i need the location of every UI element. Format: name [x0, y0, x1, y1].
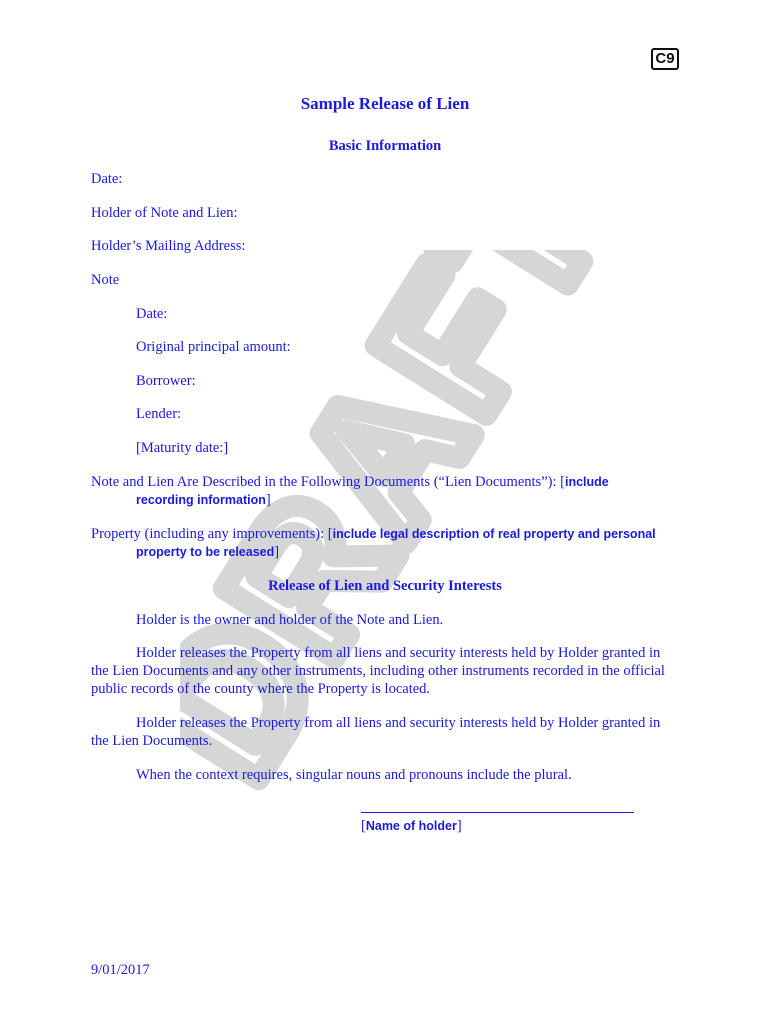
holder-label: Holder of Note and Lien:: [91, 205, 238, 221]
property-text: Property (including any improvements):: [91, 526, 328, 542]
date-label: Date:: [91, 171, 123, 187]
bracket-open: [: [560, 474, 565, 490]
release-paragraph-1: Holder is the owner and holder of the Note and Lien.: [136, 612, 444, 628]
bracket-close: ]: [456, 818, 462, 834]
borrower-label: Borrower:: [136, 373, 196, 389]
note-date-label: Date:: [136, 306, 168, 322]
release-heading: Release of Lien and Security Interests: [268, 578, 502, 594]
lien-documents-instruction: include: [564, 475, 609, 489]
lien-documents-text: Note and Lien Are Described in the Following Documents (“Lien Documents”):: [91, 474, 561, 490]
lien-documents-instruction-cont: recording information: [136, 493, 266, 507]
property-line: [91, 526, 656, 543]
lender-label: Lender:: [136, 406, 182, 422]
mailing-address-label: Holder’s Mailing Address:: [91, 238, 246, 254]
maturity-date-label: [Maturity date:]: [136, 440, 229, 456]
property-instruction: include legal description of real property and personal: [332, 527, 656, 541]
lien-documents-line: [91, 474, 609, 491]
basic-info-heading: Basic Information: [328, 138, 442, 154]
watermark-text: DRAFT: [180, 250, 640, 810]
note-label: Note: [91, 272, 120, 288]
signature-caption: [361, 818, 462, 835]
property-line-2: [136, 544, 279, 561]
form-code-badge: C9: [651, 48, 679, 70]
page-title: Sample Release of Lien: [300, 94, 470, 113]
bracket-close: ]: [274, 544, 280, 560]
principal-amount-label: Original principal amount:: [136, 339, 291, 355]
footer-date: 9/01/2017: [91, 962, 150, 978]
release-paragraph-3: Holder releases the Property from all liens and security interests held by Holder granted in the Lien Documents.: [91, 715, 661, 749]
bracket-open: [: [361, 818, 366, 834]
name-of-holder-label: Name of holder: [365, 819, 457, 833]
release-paragraph-2: Holder releases the Property from all liens and security interests held by Holder granted in the Lien Documents and any other instruments, including other instruments recorded in the official public records of the county where the Property is located.: [91, 645, 665, 697]
lien-documents-line-2: [136, 492, 271, 509]
release-paragraph-4: When the context requires, singular nouns and pronouns include the plural.: [136, 767, 572, 783]
bracket-close: ]: [265, 492, 271, 508]
bracket-open: [: [327, 526, 333, 542]
signature-line: [361, 812, 634, 813]
property-instruction-cont: property to be released: [136, 545, 275, 559]
